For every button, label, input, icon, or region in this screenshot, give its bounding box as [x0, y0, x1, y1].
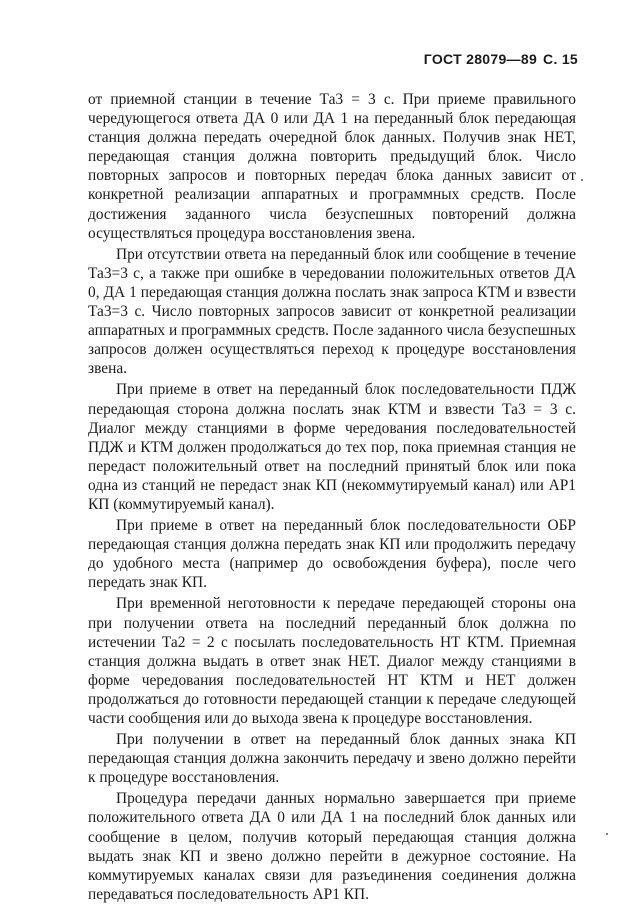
scan-speck — [581, 179, 583, 181]
paragraph-normal-end: Процедура передачи данных нормально завершается при приеме положительного ответа ДА 0 или ДА 1 на последний блок данных или сообщение в целом, получив который передающая станция должна выдать знак КП и звено должно перейти в дежурное состояние. На коммутируемых каналах связи для разъединения соединения должна передаваться последовательность АР1 КП. — [88, 790, 576, 903]
paragraph-no-response: При отсутствии ответа на переданный блок или сообщение в течение Та3=3 с, а также при ошибке в чередовании положительных ответов ДА 0, ДА 1 передающая станция должна послать знак запроса КТМ и взвести Та3=3 с. Число повторных запросов зависит от конкретной реализации аппаратных и программных средств. После заданного числа безуспешных запросов должен осуществляться переход к процедуре восстановления звена. — [88, 245, 576, 378]
page-number: С. 15 — [543, 51, 578, 67]
page-header — [424, 51, 578, 67]
paragraph-obr: При приеме в ответ на переданный блок последовательности ОБР передающая станция должна передать знак КП или продолжить передачу до удобного места (например до освобождения буфера), после чего передать знак КП. — [88, 517, 576, 592]
paragraph-continuation: от приемной станции в течение Та3 = 3 с. При приеме правильного чередующегося ответа ДА 0 или ДА 1 на переданный блок передающая станция должна передать очередной блок данных. Получив знак НЕТ, передающая станция должна повторить предыдущий блок. Число повторных запросов и повторных передач блока данных зависит от конкретной реализации аппаратных и программных средств. После достижения заданного числа безуспешных повторений должна осуществляться процедура восстановления звена. — [88, 91, 576, 242]
standard-number: ГОСТ 28079—89 — [423, 51, 538, 67]
paragraph-pdzh: При приеме в ответ на переданный блок последовательности ПДЖ передающая сторона должна послать знак КТМ и взвести Та3 = 3 с. Диалог между станциями в форме чередования последовательностей ПДЖ и КТМ должен продолжаться до тех пор, пока приемная станция не передаст положительный ответ на последний принятый блок или пока одна из станций не передаст знак КП (некоммутируемый канал) или АР1 КП (коммутируемый канал). — [88, 381, 576, 513]
body-text — [88, 90, 576, 906]
paragraph-not-ready: При временной неготовности к передаче передающей стороны она при получении ответа на последний переданный блок должна по истечении Та2 = 2 с посылать последовательность НТ КТМ. Приемная станция должна выдать в ответ знак НЕТ. Диалог между станциями в форме чередования последовательностей НТ КТМ и НЕТ должен продолжаться до готовности передающей станции к передаче следующей части сообщения или до выхода звена к процедуре восстановления. — [88, 595, 576, 727]
scan-speck — [606, 833, 608, 835]
paragraph-kp-received: При получении в ответ на переданный блок данных знака КП передающая станция должна закончить передачу и звено должно перейти к процедуре восстановления. — [88, 731, 576, 787]
